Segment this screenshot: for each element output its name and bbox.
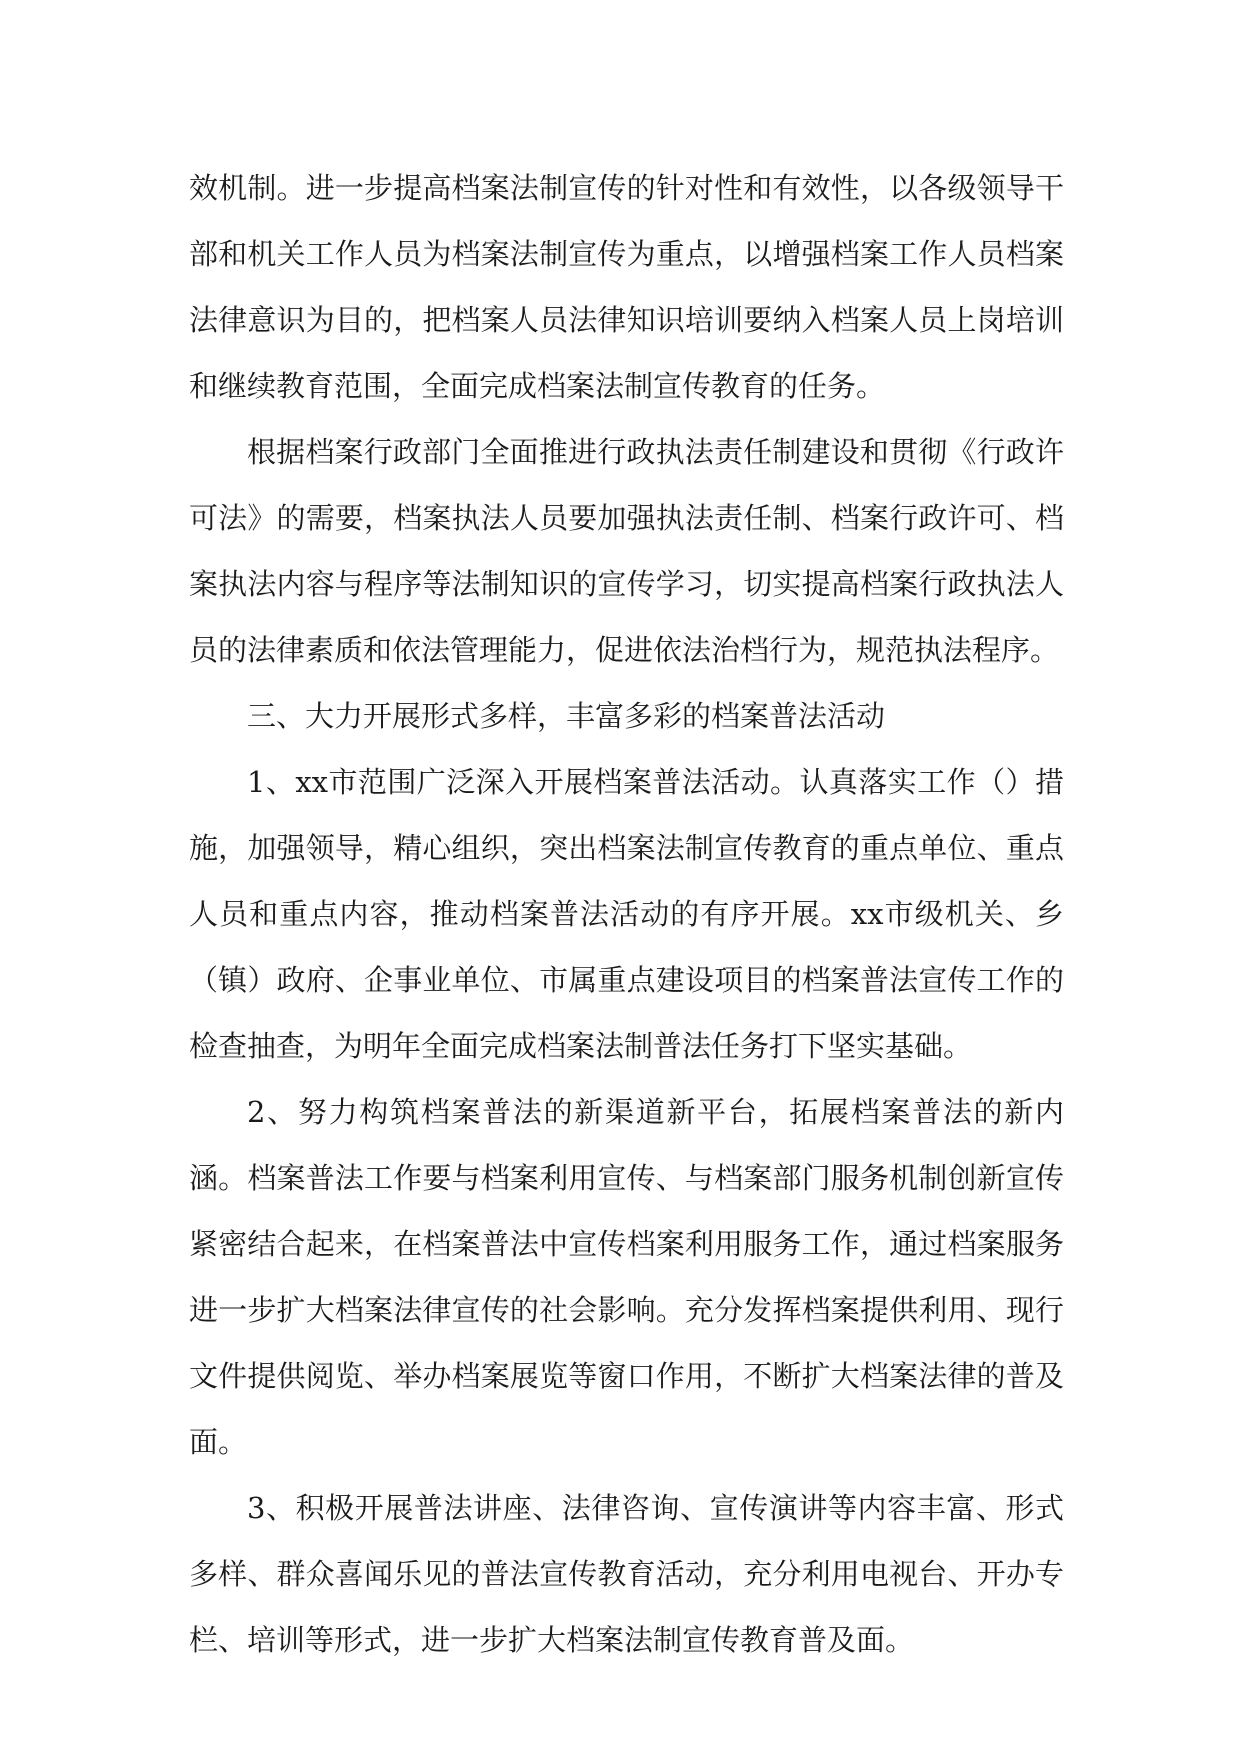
paragraph-item-3: 3、积极开展普法讲座、法律咨询、宣传演讲等内容丰富、形式多样、群众喜闻乐见的普法宣传教育活动，充分利用电视台、开办专栏、培训等形式，进一步扩大档案法制宣传教育普及面。 <box>189 1491 1064 1657</box>
section-heading-three: 三、大力开展形式多样，丰富多彩的档案普法活动 <box>247 699 886 733</box>
paragraph-item-1: 1、xx市范围广泛深入开展档案普法活动。认真落实工作（）措施，加强领导，精心组织，突出档案法制宣传教育的重点单位、重点人员和重点内容，推动档案普法活动的有序开展。xx市级机关、乡（镇）政府、企事业单位、市属重点建设项目的档案普法宣传工作的检查抽查，为明年全面完成档案法制普法任务打下坚实基础。 <box>189 765 1064 1063</box>
paragraph-mechanism-continuation: 效机制。进一步提高档案法制宣传的针对性和有效性，以各级领导干部和机关工作人员为档案法制宣传为重点，以增强档案工作人员档案法律意识为目的，把档案人员法律知识培训要纳入档案人员上岗培训和继续教育范围，全面完成档案法制宣传教育的任务。 <box>189 171 1064 403</box>
paragraph-item-2: 2、努力构筑档案普法的新渠道新平台，拓展档案普法的新内涵。档案普法工作要与档案利用宣传、与档案部门服务机制创新宣传紧密结合起来，在档案普法中宣传档案利用服务工作，通过档案服务进一步扩大档案法律宣传的社会影响。充分发挥档案提供利用、现行文件提供阅览、举办档案展览等窗口作用，不断扩大档案法律的普及面。 <box>189 1095 1064 1459</box>
document-body <box>189 155 1064 1673</box>
paragraph-administrative-law: 根据档案行政部门全面推进行政执法责任制建设和贯彻《行政许可法》的需要，档案执法人员要加强执法责任制、档案行政许可、档案执法内容与程序等法制知识的宣传学习，切实提高档案行政执法人员的法律素质和依法管理能力，促进依法治档行为，规范执法程序。 <box>189 435 1064 667</box>
